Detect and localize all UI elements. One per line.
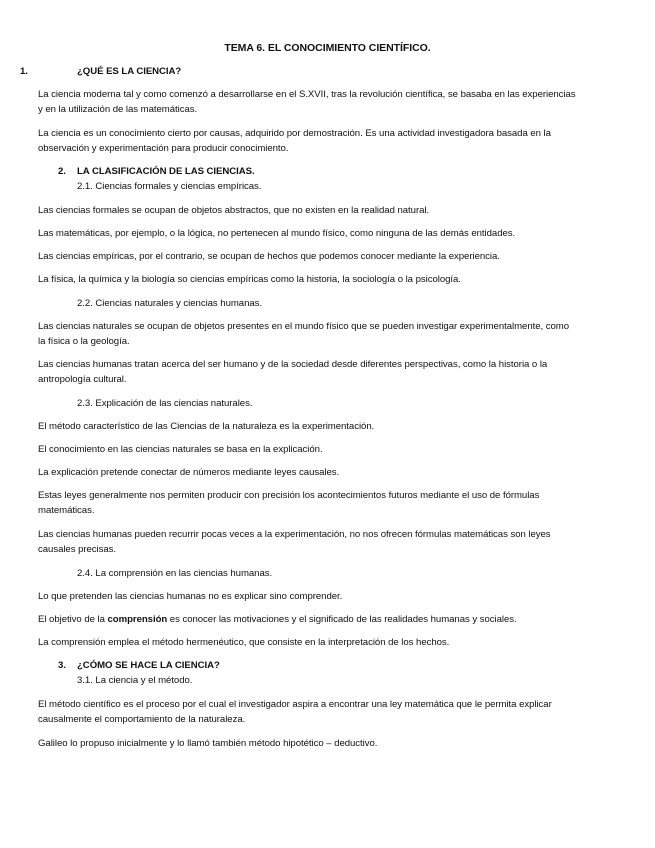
page-title: TEMA 6. EL CONOCIMIENTO CIENTÍFICO. xyxy=(224,42,431,54)
paragraph-line: El método científico es el proceso por el cual el investigador aspira a encontrar una ley matemática que le permita explicar xyxy=(38,699,552,710)
subsection-heading: 2.4. La comprensión en las ciencias humanas. xyxy=(77,568,273,579)
emphasized-term: comprensión xyxy=(107,614,168,625)
paragraph-line: causalmente el comportamiento de la naturaleza. xyxy=(38,714,246,725)
text-segment: es conocer las motivaciones y el significado de las realidades humanas y sociales. xyxy=(167,614,517,625)
paragraph-line: Las ciencias humanas tratan acerca del ser humano y de la sociedad desde diferentes perspectivas, como la historia o la xyxy=(38,359,548,370)
paragraph-line: la física o la geología. xyxy=(38,336,130,347)
paragraph-line: Las ciencias formales se ocupan de objetos abstractos, que no existen en la realidad natural. xyxy=(38,205,430,216)
paragraph-line: y en la utilización de las matemáticas. xyxy=(38,104,198,115)
paragraph-line-emphasis xyxy=(38,614,623,626)
paragraph-line: La ciencia es un conocimiento cierto por causas, adquirido por demostración. Es una actividad investigadora basada en la xyxy=(38,128,551,139)
paragraph-line: Las ciencias naturales se ocupan de objetos presentes en el mundo físico que se pueden investigar experimentalmente, como xyxy=(38,321,569,332)
paragraph-line: observación y experimentación para producir conocimiento. xyxy=(38,143,289,154)
subsection-heading: 2.1. Ciencias formales y ciencias empíricas. xyxy=(77,181,262,192)
paragraph-line: Estas leyes generalmente nos permiten producir con precisión los acontecimientos futuros mediante el uso de fórmulas xyxy=(38,490,540,501)
paragraph-line: La física, la química y la biología so ciencias empíricas como la historia, la sociología o la psicología. xyxy=(38,274,461,285)
section-title: ¿QUÉ ES LA CIENCIA? xyxy=(77,66,182,77)
section-number: 1. xyxy=(20,66,28,77)
section-number: 2. xyxy=(58,166,66,177)
section-title: LA CLASIFICACIÓN DE LAS CIENCIAS. xyxy=(77,166,255,177)
subsection-heading: 2.3. Explicación de las ciencias naturales. xyxy=(77,398,253,409)
paragraph-line: antropología cultural. xyxy=(38,374,127,385)
paragraph-line: Las ciencias empíricas, por el contrario, se ocupan de hechos que podemos conocer mediante la experiencia. xyxy=(38,251,500,262)
paragraph-line: La comprensión emplea el método hermenéutico, que consiste en la interpretación de los hechos. xyxy=(38,637,450,648)
section-number: 3. xyxy=(58,660,66,671)
paragraph-line: Las matemáticas, por ejemplo, o la lógica, no pertenecen al mundo físico, como ninguna de las demás entidades. xyxy=(38,228,516,239)
paragraph-line: El método característico de las Ciencias de la naturaleza es la experimentación. xyxy=(38,421,375,432)
paragraph-line: Las ciencias humanas pueden recurrir pocas veces a la experimentación, no nos ofrecen fórmulas matemáticas son leyes xyxy=(38,529,551,540)
text-segment: El objetivo de la xyxy=(38,614,108,625)
paragraph-line: Lo que pretenden las ciencias humanas no es explicar sino comprender. xyxy=(38,591,343,602)
paragraph-line: La explicación pretende conectar de números mediante leyes causales. xyxy=(38,467,340,478)
paragraph-line: matemáticas. xyxy=(38,505,95,516)
section-title: ¿CÓMO SE HACE LA CIENCIA? xyxy=(77,660,220,671)
paragraph-line: El conocimiento en las ciencias naturales se basa en la explicación. xyxy=(38,444,323,455)
subsection-heading: 3.1. La ciencia y el método. xyxy=(77,675,193,686)
paragraph-line: La ciencia moderna tal y como comenzó a desarrollarse en el S.XVII, tras la revolución científica, se basaba en las experiencias xyxy=(38,89,576,100)
paragraph-line: causales precisas. xyxy=(38,544,117,555)
subsection-heading: 2.2. Ciencias naturales y ciencias humanas. xyxy=(77,298,263,309)
paragraph-line: Galileo lo propuso inicialmente y lo llamó también método hipotético – deductivo. xyxy=(38,738,378,749)
